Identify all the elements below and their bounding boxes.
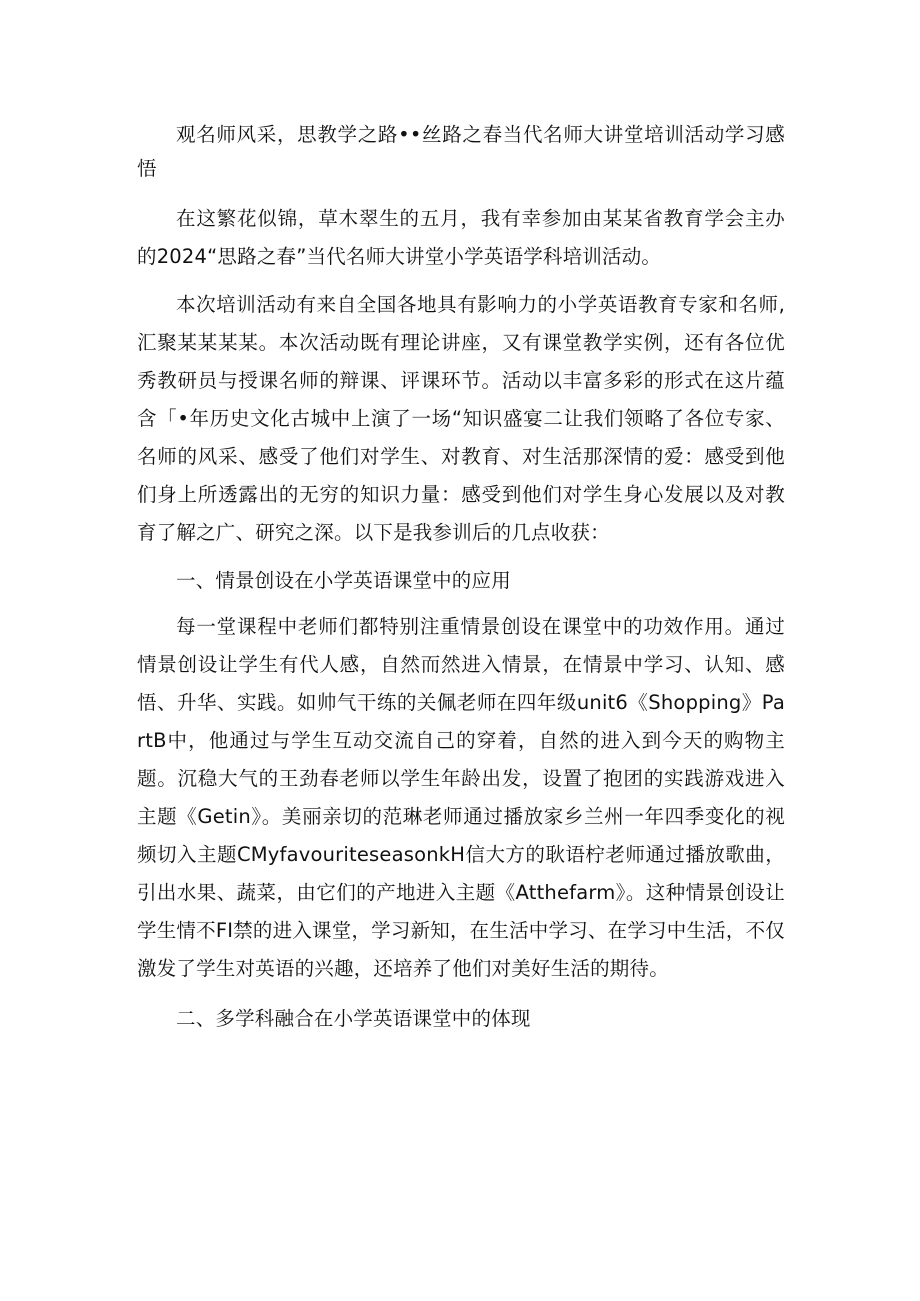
overview-paragraph: 本次培训活动有来自全国各地具有影响力的小学英语教育专家和名师,汇聚某某某某。本次活动既有理论讲座，又有课堂教学实例，还有各位优秀教研员与授课名师的辩课、评课环节。活动以丰富多彩的形式在这片蕴含「•年历史文化古城中上演了一场“知识盛宴二让我们领略了各位专家、名师的风采、感受了他们对学生、对教育、对生活那深情的爱：感受到他们身上所透露出的无穷的知识力量：感受到他们对学生身心发展以及对教育了解之广、研究之深。以下是我参训后的几点收获：: [137, 293, 785, 544]
section-one-paragraph: 每一堂课程中老师们都特别注重情景创设在课堂中的功效作用。通过情景创设让学生有代人感，自然而然进入情景，在情景中学习、认知、感悟、升华、实践。如帅气干练的关佩老师在四年级unit6《Shopping》PartB中，他通过与学生互动交流自己的穿着，自然的进入到今天的购物主题。沉稳大气的王劲春老师以学生年龄出发，设置了抱团的实践游戏进入主题《Getin》。美丽亲切的范琳老师通过播放家乡兰州一年四季变化的视频切入主题CMyfavouriteseasonkH信大方的耿语柠老师通过播放歌曲，引出水果、蔬菜，由它们的产地进入主题《Atthefarm》。这种情景创设让学生情不FI禁的进入课堂，学习新知，在生活中学习、在学习中生活，不仅激发了学生对英语的兴趣，还培养了他们对美好生活的期待。: [137, 615, 785, 980]
intro-paragraph: 在这繁花似锦，草木翠生的五月，我有幸参加由某某省教育学会主办的2024“思路之春”当代名师大讲堂小学英语学科培训活动。: [137, 207, 785, 268]
document-title: 观名师风采，思教学之路••丝路之春当代名师大讲堂培训活动学习感悟: [137, 123, 785, 180]
section-heading-one: 一、情景创设在小学英语课堂中的应用: [176, 569, 511, 592]
document-body: [137, 118, 785, 1038]
section-heading-two: 二、多学科融合在小学英语课堂中的体现: [176, 1007, 531, 1030]
